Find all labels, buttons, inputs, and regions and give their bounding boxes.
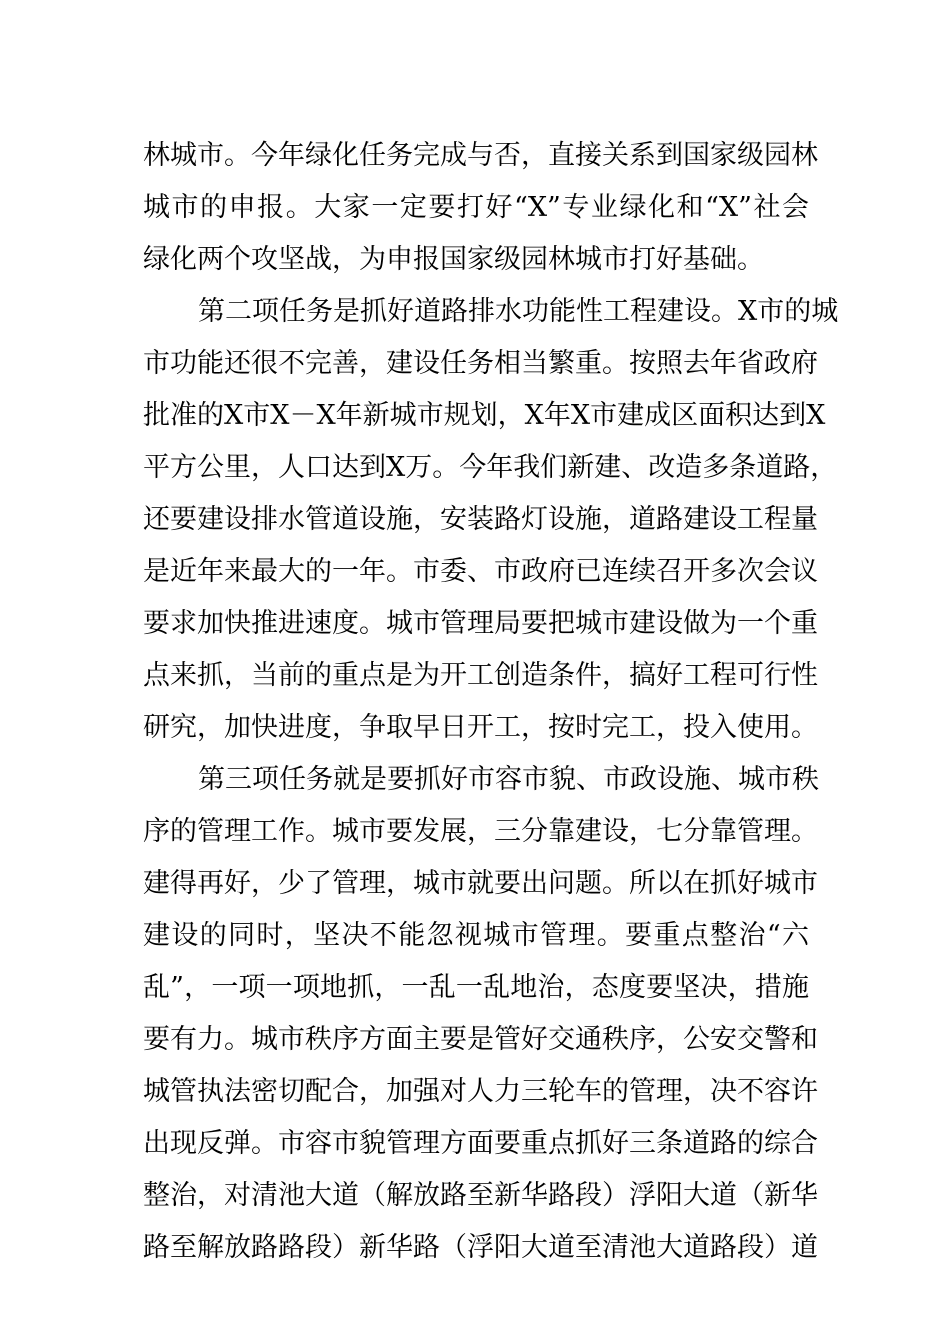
text-line: 还要建设排水管道设施，安装路灯设施，道路建设工程量: [143, 504, 818, 535]
text-line: 批准的X市X－X年新城市规划，X年X市建成区面积达到X: [143, 400, 826, 431]
text-line: 城市的申报。大家一定要打好“X”专业绿化和“X”社会: [143, 192, 809, 223]
text-line: 城管执法密切配合，加强对人力三轮车的管理，决不容许: [143, 1076, 818, 1107]
text-line: 序的管理工作。城市要发展，三分靠建设，七分靠管理。: [143, 816, 818, 847]
text-line: 出现反弹。市容市貌管理方面要重点抓好三条道路的综合: [143, 1128, 818, 1159]
text-line: 要求加快推进速度。城市管理局要把城市建设做为一个重: [143, 608, 818, 639]
text-line: 是近年来最大的一年。市委、市政府已连续召开多次会议: [143, 556, 818, 587]
body-text: [143, 130, 839, 1274]
text-line: 建得再好，少了管理，城市就要出问题。所以在抓好城市: [143, 868, 818, 899]
text-line: 路至解放路路段）新华路（浮阳大道至清池大道路段）道: [143, 1232, 818, 1263]
text-line: 绿化两个攻坚战，为申报国家级园林城市打好基础。: [143, 244, 764, 275]
text-line: 乱”，一项一项地抓，一乱一乱地治，态度要坚决，措施: [143, 972, 809, 1003]
text-line: 市功能还很不完善，建设任务相当繁重。按照去年省政府: [143, 348, 818, 379]
text-line: 平方公里，人口达到X万。今年我们新建、改造多条道路，: [143, 452, 838, 483]
paragraph-first-line: 第三项任务就是要抓好市容市貌、市政设施、城市秩: [198, 764, 819, 795]
text-line: 整治，对清池大道（解放路至新华路段）浮阳大道（新华: [143, 1180, 818, 1211]
paragraph-first-line: 第二项任务是抓好道路排水功能性工程建设。X市的城: [198, 296, 839, 327]
text-line: 要有力。城市秩序方面主要是管好交通秩序，公安交警和: [143, 1024, 818, 1055]
text-line: 点来抓，当前的重点是为开工创造条件，搞好工程可行性: [143, 660, 818, 691]
text-line: 林城市。今年绿化任务完成与否，直接关系到国家级园林: [143, 140, 818, 171]
text-line: 建设的同时，坚决不能忽视城市管理。要重点整治“六: [143, 920, 809, 951]
text-line: 研究，加快进度，争取早日开工，按时完工，投入使用。: [143, 712, 818, 743]
